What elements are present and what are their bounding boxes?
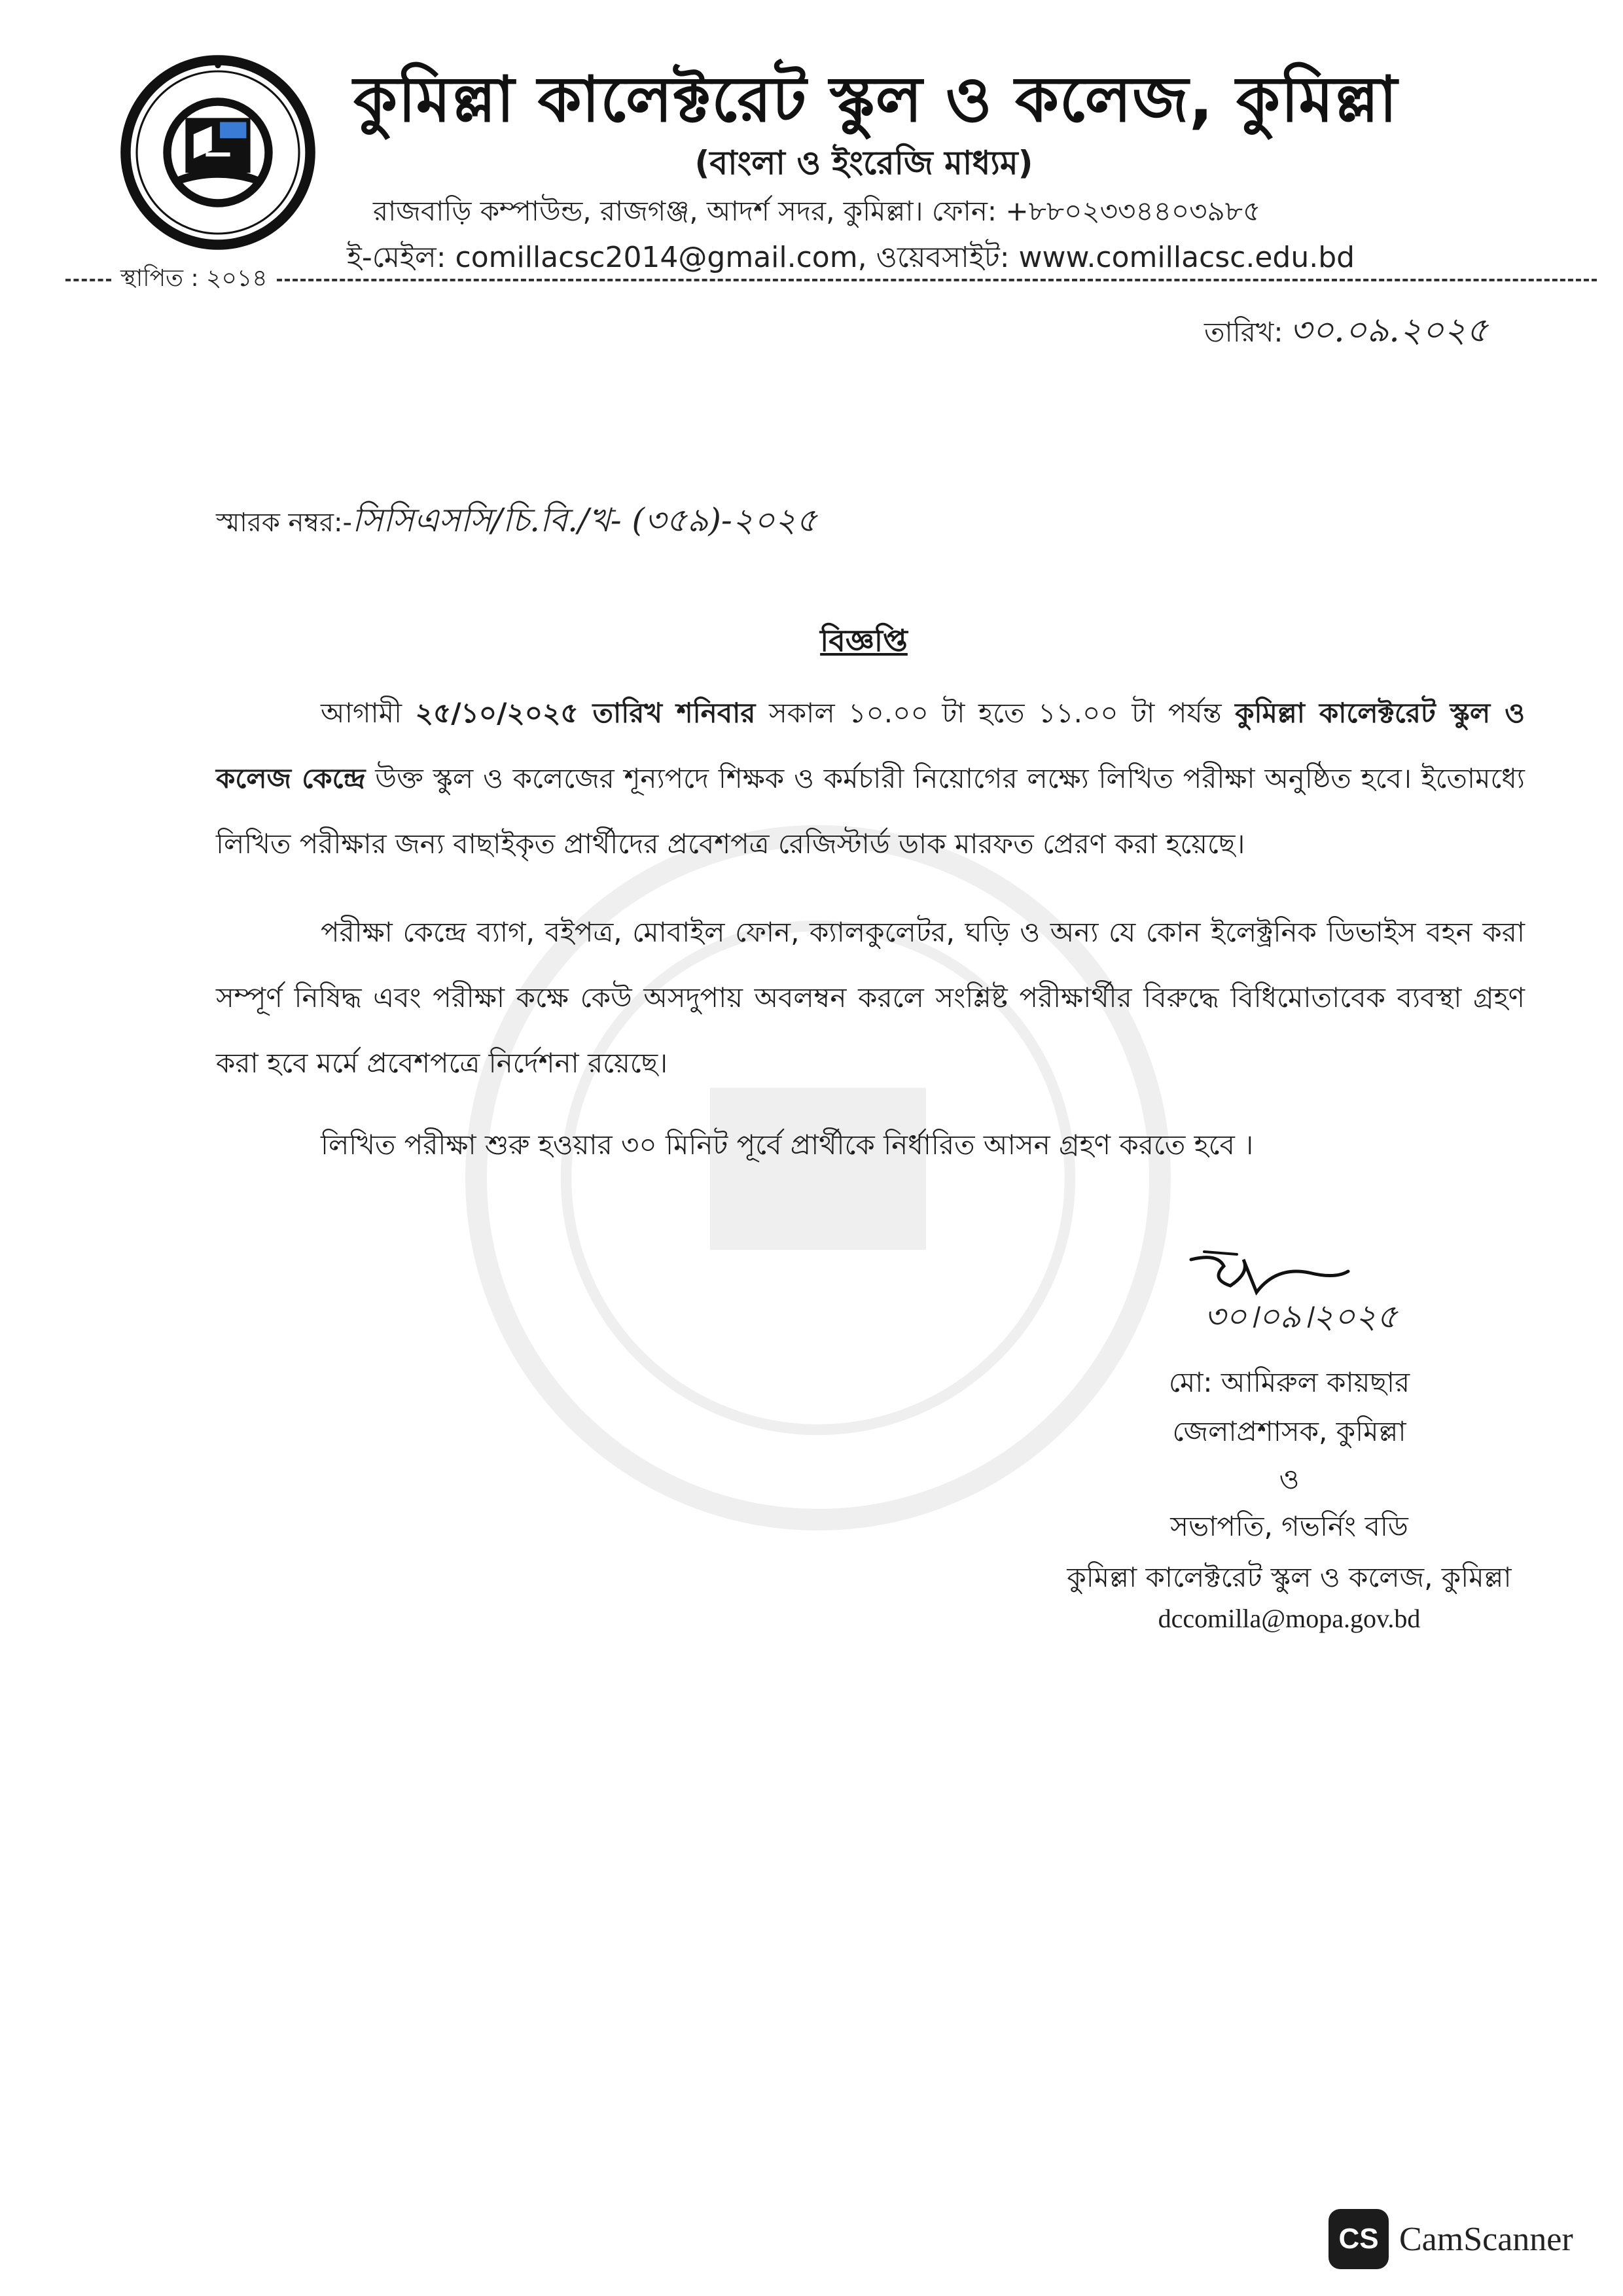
divider-dashes-right [277, 279, 1597, 281]
notice-title: বিজ্ঞপ্তি [820, 623, 908, 658]
p1-rest: উক্ত স্কুল ও কলেজের শূন্যপদে শিক্ষক ও কর্মচারী নিয়োগের লক্ষ্যে লিখিত পরীক্ষা অনুষ্ঠিত হবে। ইতোমধ্যে লিখিত পরীক্ষার জন্য বাছাইকৃত প্রার্থীদের প্রবেশপত্র রেজিস্টার্ড ডাক মারফত প্রেরণ করা হয়েছে। [216, 762, 1525, 860]
notice-paragraph-1 [216, 680, 1525, 877]
date-value: ৩০.০৯.২০২৫ [1289, 311, 1488, 350]
medium-label: (বাংলা ও ইংরেজি মাধ্যম) [694, 144, 1033, 182]
memo-block [216, 496, 1132, 550]
established-text: স্থাপিত : ২০১৪ [120, 265, 268, 292]
exam-center: কুমিল্লা কালেক্টরেট স্কুল ও কলেজ কেন্দ্রে [216, 697, 1525, 794]
camscanner-icon: CS [1329, 2209, 1389, 2269]
divider-dashes-left [65, 279, 111, 281]
address-line: রাজবাড়ি কম্পাউন্ড, রাজগঞ্জ, আদর্শ সদর, কুমিল্লা। ফোন: +৮৮০২৩৩৪৪০৩৯৮৫ [373, 195, 1261, 227]
signatory-organization: কুমিল্লা কালেক্টরেট স্কুল ও কলেজ, কুমিল্লা [1067, 1561, 1512, 1593]
signatory-title-1: জেলাপ্রশাসক, কুমিল্লা [1172, 1415, 1406, 1447]
school-logo [116, 51, 319, 254]
signatory-title-2: সভাপতি, গভর্নিং বডি [1170, 1510, 1408, 1542]
memo-value: সিসিএসসি/চি.বি./খ- (৩৫৯)-২০২৫ [351, 501, 817, 539]
notice-paragraph-2: পরীক্ষা কেন্দ্রে ব্যাগ, বইপত্র, মোবাইল ফোন, ক্যালকুলেটর, ঘড়ি ও অন্য যে কোন ইলেক্ট্রনিক ডিভাইস বহন করা সম্পূর্ণ নিষিদ্ধ এবং পরীক্ষা কক্ষে কেউ অসদুপায় অবলম্বন করলে সংশ্লিষ্ট পরীক্ষার্থীর বিরুদ্ধে বিধিমোতাবেক ব্যবস্থা গ্রহণ করা হবে মর্মে প্রবেশপত্রে নির্দেশনা রয়েছে। [216, 916, 1525, 1079]
contact-line: ই-মেইল: comillacsc2014@gmail.com, ওয়েবসাইট: www.comillacsc.edu.bd [347, 241, 1355, 274]
camscanner-badge [1329, 2206, 1603, 2272]
p1-time: সকাল ১০.০০ টা হতে ১১.০০ টা পর্যন্ত [755, 697, 1236, 729]
school-name: কুমিল্লা কালেক্টরেট স্কুল ও কলেজ, কুমিল্লা [353, 63, 1398, 136]
camscanner-label: CamScanner [1399, 2220, 1573, 2258]
date-label: তারিখ: [1204, 316, 1283, 348]
memo-label: স্মারক নম্বর:- [216, 508, 352, 538]
established-divider [65, 260, 1597, 300]
signatory-name: মো: আমিরুল কায়ছার [1168, 1366, 1410, 1398]
signatory-email: dccomilla@mopa.gov.bd [1158, 1604, 1421, 1633]
signature-date: ৩০।০৯।২০২৫ [1204, 1298, 1398, 1335]
signatory-conjunction: ও [1279, 1463, 1300, 1495]
notice-paragraph-3: লিখিত পরীক্ষা শুরু হওয়ার ৩০ মিনিট পূর্বে প্রার্থীকে নির্ধারিত আসন গ্রহণ করতে হবে । [321, 1129, 1254, 1161]
exam-date: ২৫/১০/২০২৫ তারিখ শনিবার [415, 697, 756, 729]
p1-intro: আগামী [321, 697, 416, 729]
date-block [1204, 304, 1531, 361]
